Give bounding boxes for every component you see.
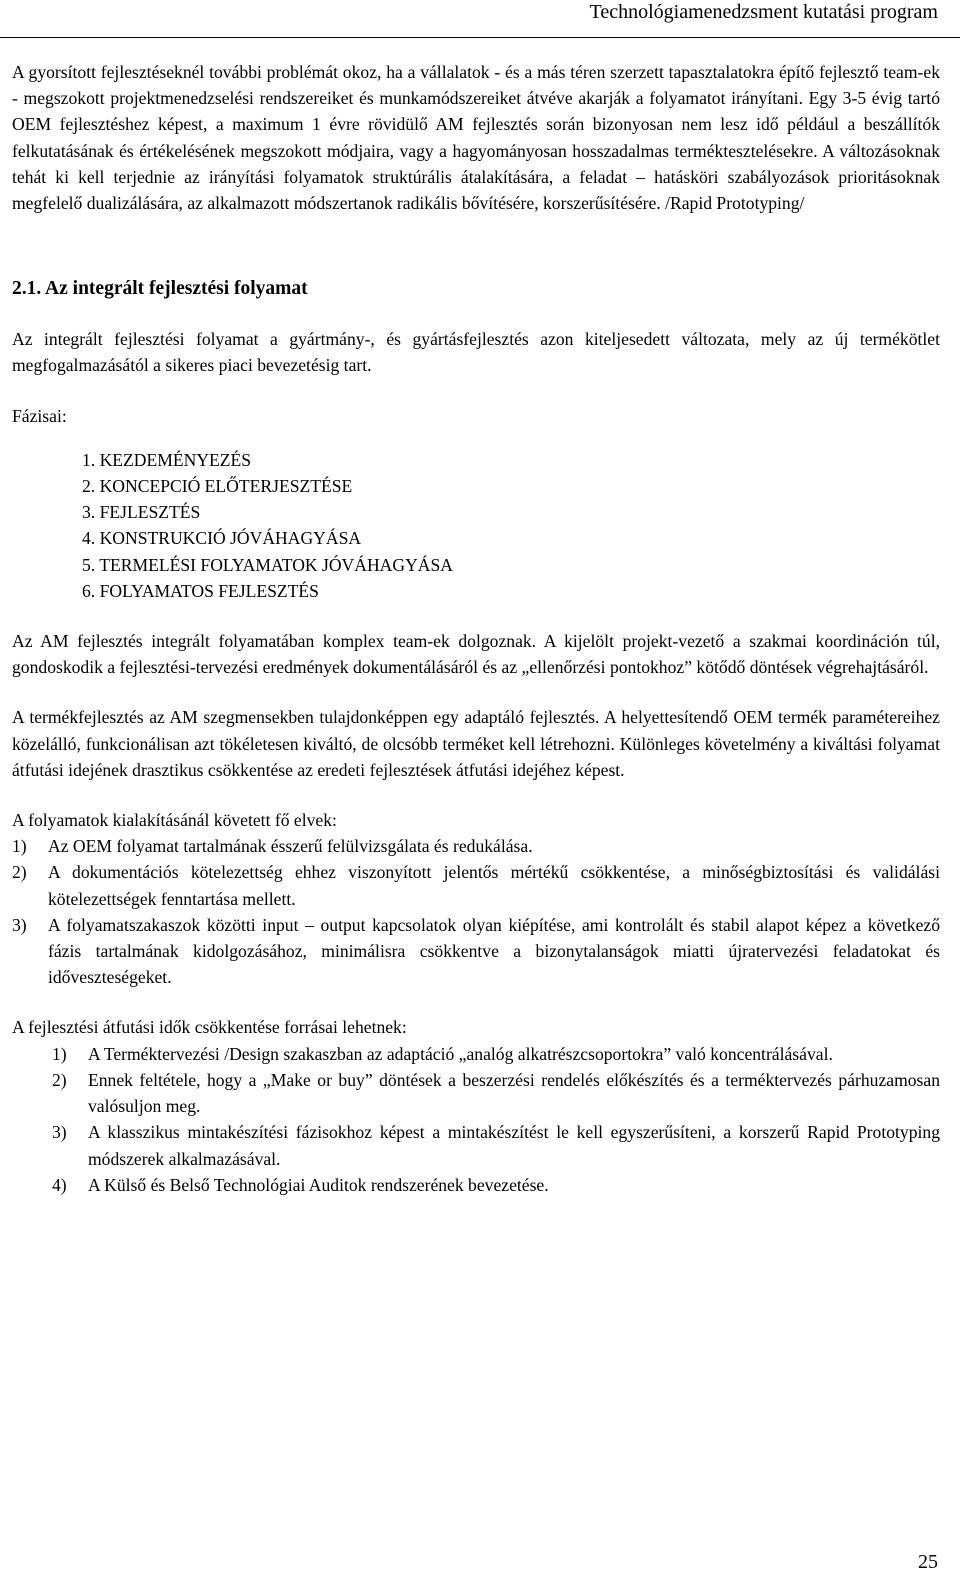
source-text: Ennek feltétele, hogy a „Make or buy” döntések a beszerzési rendelés előkészítés és a terméktervezés párhuzamosan valósuljon meg. (88, 1069, 940, 1117)
principles-intro: A folyamatok kialakításánál követett fő elvek: (12, 810, 337, 831)
source-number: 1) (52, 1043, 67, 1064)
principle-text: Az OEM folyamat tartalmának ésszerű felülvizsgálata és redukálása. (48, 836, 533, 857)
principle-number: 3) (12, 914, 27, 935)
source-item (52, 1172, 940, 1198)
phases-label: Fázisai: (12, 405, 67, 426)
phase-item: 1. KEZDEMÉNYEZÉS (82, 449, 252, 470)
source-text: A klasszikus mintakészítési fázisokhoz képest a mintakészítést le kell egyszerűsíteni, a korszerű Rapid Prototyping módszerek alkalmazásával. (88, 1122, 940, 1169)
phase-item: 2. KONCEPCIÓ ELŐTERJESZTÉSE (82, 476, 353, 497)
sources-list (12, 1041, 940, 1198)
principles-list (12, 833, 940, 990)
source-number: 2) (52, 1069, 67, 1090)
principle-item (12, 833, 940, 859)
intro-paragraph: A gyorsított fejlesztéseknél további problémát okoz, ha a vállalatok - és a más téren szerzett tapasztalatokra építő fejlesztő team-ek - megszokott projektmenedzselési rendszereiket és munkamódszereiket átvéve akarják a folyamatot irányítani. Egy 3-5 évig tartó OEM fejlesztéshez képest, a maximum 1 évre rövidülő AM fejlesztés során bizonyosan nem lesz idő például a beszállítók felkutatásának és értékelésének megszokott módjaira, vagy a hagyományosan hosszadalmas terméktesztelésekre. A változásoknak tehát ki kell terjednie az irányítási folyamatok struktúrális átalakítására, a feladat – hatásköri szabályozások prioritásoknak megfelelő dualizálására, az alkalmazott módszertanok radikális bővítésére, korszerűsítésére. /Rapid Prototyping/ (12, 62, 940, 214)
section-heading: 2.1. Az integrált fejlesztési folyamat (12, 278, 308, 300)
principle-item (12, 912, 940, 991)
principle-text: A folyamatszakaszok közötti input – output kapcsolatok olyan kiépítése, ami kontrolált és stabil alapot képez a következő fázis tartalmának kidolgozásához, minimálisra csökkentve a bizonytalanságok miatti újratervezési feladatokat és időveszteségeket. (48, 914, 940, 988)
principle-number: 2) (12, 862, 27, 883)
page-number: 25 (918, 1551, 938, 1573)
source-text: A Terméktervezési /Design szakaszban az adaptáció „analóg alkatrészcsoportokra” való koncentrálásával. (88, 1043, 833, 1064)
phases-list (12, 447, 940, 604)
source-item (52, 1119, 940, 1171)
definition-paragraph: Az integrált fejlesztési folyamat a gyártmány-, és gyártásfejlesztés azon kiteljesedett változata, mely az új termékötlet megfogalmazásától a sikeres piaci bevezetésig tart. (12, 329, 940, 376)
principle-item (12, 859, 940, 911)
team-paragraph: Az AM fejlesztés integrált folyamatában komplex team-ek dolgoznak. A kijelölt projekt-vezető a szakmai koordináción túl, gondoskodik a fejlesztési-tervezési eredmények dokumentálásáról és az „ellenőrzési pontokhoz” kötődő döntések végrehajtásáról. (12, 631, 940, 678)
document-body (12, 59, 940, 1198)
source-item (52, 1041, 940, 1067)
header-title: Technológiamenedzsment kutatási program (589, 1, 938, 23)
phase-item: 5. TERMELÉSI FOLYAMATOK JÓVÁHAGYÁSA (82, 554, 453, 575)
phase-item: 4. KONSTRUKCIÓ JÓVÁHAGYÁSA (82, 528, 362, 549)
principle-text: A dokumentációs kötelezettség ehhez viszonyított jelentős mértékű csökkentése, a minőségbiztosítási és validálási kötelezettségek fenntartása mellett. (48, 862, 940, 909)
adaptive-paragraph: A termékfejlesztés az AM szegmensekben tulajdonképpen egy adaptáló fejlesztés. A helyettesítendő OEM termék paramétereihez közelálló, funkcionálisan azt tökéletesen kiváltó, de olcsóbb terméket kell létrehozni. Különleges követelmény a kiváltási folyamat átfutási idejének drasztikus csökkentése az eredeti fejlesztések átfutási idejéhez képest. (12, 707, 940, 780)
source-number: 4) (52, 1174, 67, 1195)
page-header (0, 0, 960, 38)
phase-item: 3. FEJLESZTÉS (82, 502, 201, 523)
sources-intro: A fejlesztési átfutási idők csökkentése forrásai lehetnek: (12, 1017, 407, 1038)
principle-number: 1) (12, 836, 27, 857)
source-number: 3) (52, 1122, 67, 1143)
source-item (52, 1067, 940, 1119)
source-text: A Külső és Belső Technológiai Auditok rendszerének bevezetése. (88, 1174, 549, 1195)
phase-item: 6. FOLYAMATOS FEJLESZTÉS (82, 580, 319, 601)
